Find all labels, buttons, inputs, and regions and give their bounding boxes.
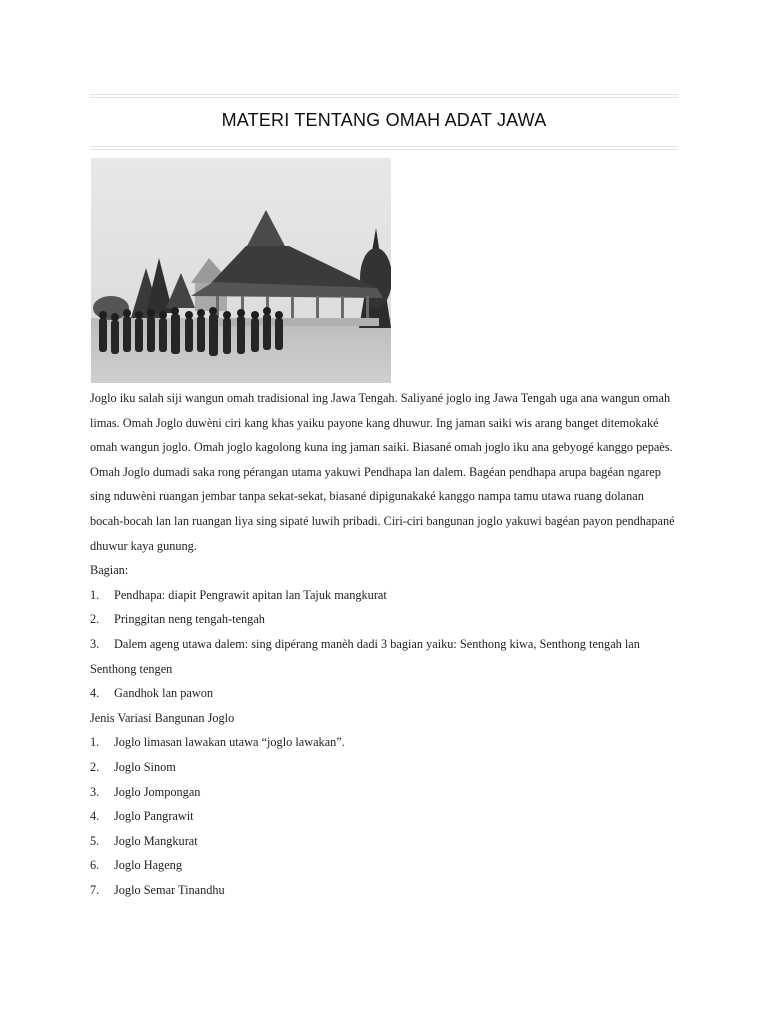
list-item: 4. Gandhok lan pawon xyxy=(90,686,214,701)
list-item: 3. Dalem ageng utawa dalem: sing dipérang manèh dadi 3 bagian yaiku: Senthong kiwa, Senthong tengah lan xyxy=(90,636,640,651)
intro-paragraph: Joglo iku salah siji wangun omah tradisional ing Jawa Tengah. Saliyané joglo ing Jawa Tengah uga ana wangun omah limas. Omah Joglo duwèni ciri kang khas yaiku payone kang dhuwur. Ing jaman saiki wis arang banget ditemokaké omah wangun joglo. Omah joglo kagolong kuna ing jaman saiki. Biasané omah joglo iku ana gebyogé kanggo pepaès. Omah Joglo dumadi saka rong pérangan utama yakuwi Pendhapa lan dalem. Bagéan pendhapa arupa bagéan ngarep sing nduwèni ruangan jembar tanpa sekat-sekat, biasané dipigunakaké kanggo nampa tamu utawa ruang dolanan bocah-bocah lan lan ruangan liya sing sipaté luwih pribadi. Ciri-ciri bangunan joglo yakuwi bagéan payon pendhapané dhuwur kaya gunung. xyxy=(90,391,675,553)
list-item: 6. Joglo Hageng xyxy=(90,858,182,873)
list-item: 5. Joglo Mangkurat xyxy=(90,833,198,848)
document-body xyxy=(90,386,680,902)
top-divider xyxy=(90,94,678,95)
list-item: 2. Joglo Sinom xyxy=(90,759,176,774)
list-item-continuation: Senthong tengen xyxy=(90,661,173,676)
list-item: 1. Joglo limasan lawakan utawa “joglo lawakan”. xyxy=(90,735,345,750)
variasi-list xyxy=(90,730,680,902)
document-title: MATERI TENTANG OMAH ADAT JAWA xyxy=(221,110,547,130)
list-item: 7. Joglo Semar Tinandhu xyxy=(90,882,225,897)
bagian-heading: Bagian: xyxy=(90,563,129,578)
bagian-list xyxy=(90,583,680,706)
joglo-photo xyxy=(91,158,391,383)
title-divider-inner xyxy=(90,149,678,150)
list-item: 4. Joglo Pangrawit xyxy=(90,809,194,824)
variasi-heading: Jenis Variasi Bangunan Joglo xyxy=(90,710,235,725)
list-item: 2. Pringgitan neng tengah-tengah xyxy=(90,612,265,627)
title-divider xyxy=(90,146,678,147)
top-divider-inner xyxy=(90,97,678,98)
list-item: 1. Pendhapa: diapit Pengrawit apitan lan Tajuk mangkurat xyxy=(90,587,387,602)
list-item: 3. Joglo Jompongan xyxy=(90,784,201,799)
